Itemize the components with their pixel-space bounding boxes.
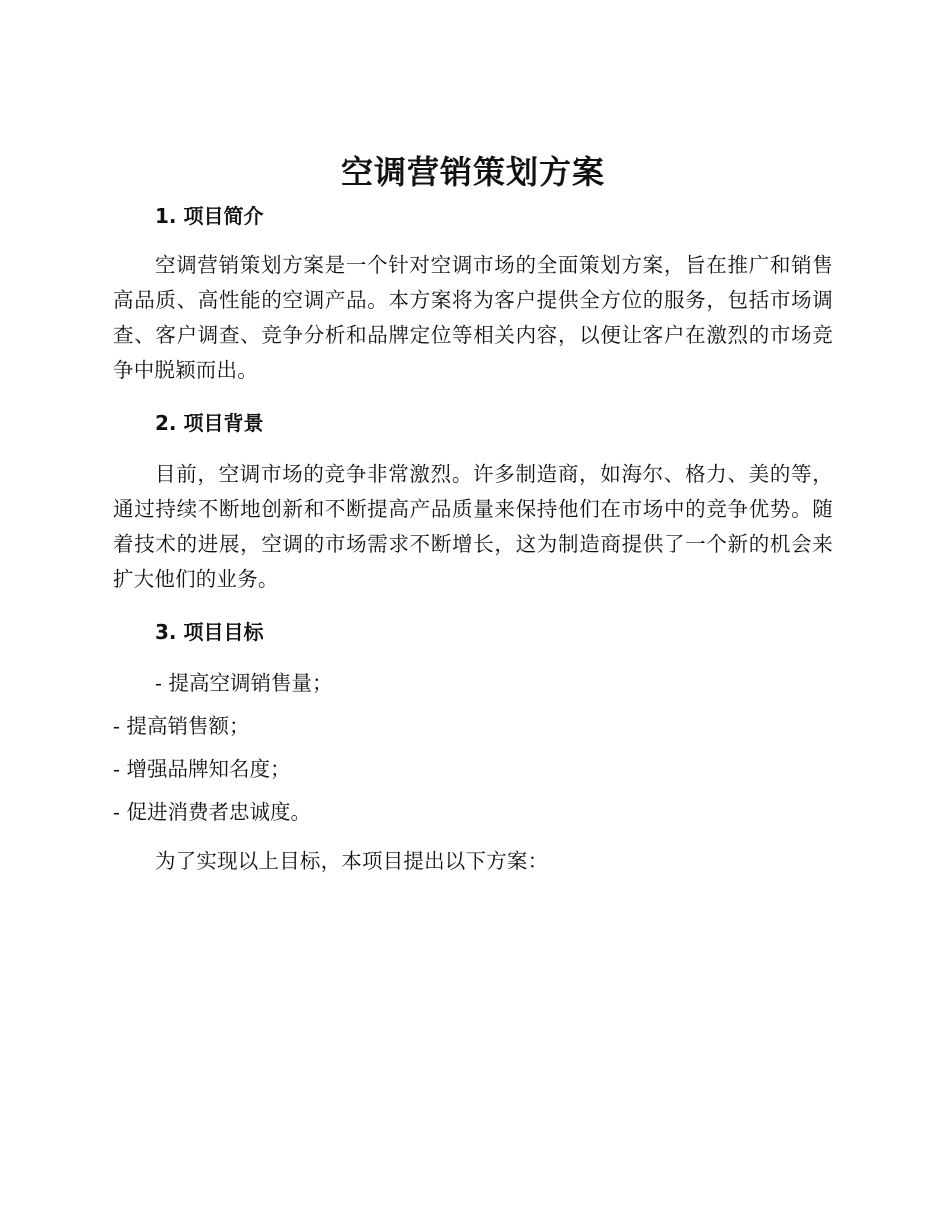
document-title: 空调营销策划方案 (340, 153, 605, 191)
section-heading-background: 2. 项目背景 (155, 411, 264, 435)
section-paragraph-intro: 空调营销策划方案是一个针对空调市场的全面策划方案，旨在推广和销售高品质、高性能的空调产品。本方案将为客户提供全方位的服务，包括市场调查、客户调查、竞争分析和品牌定位等相关内容，以便让客户在激烈的市场竞争中脱颖而出。 (113, 253, 833, 382)
closing-paragraph: 为了实现以上目标，本项目提出以下方案： (155, 849, 549, 873)
goals-list (113, 662, 833, 834)
goal-item: - 提高空调销售量； (155, 671, 333, 695)
goal-item: - 促进消费者忠诚度。 (113, 800, 311, 824)
section-paragraph-background: 目前，空调市场的竞争非常激烈。许多制造商，如海尔、格力、美的等，通过持续不断地创新和不断提高产品质量来保持他们在市场中的竞争优势。随着技术的进展，空调的市场需求不断增长，这为制造商提供了一个新的机会来扩大他们的业务。 (113, 462, 833, 591)
section-heading-goals: 3. 项目目标 (155, 620, 264, 644)
goal-item: - 提高销售额； (113, 714, 250, 738)
goal-item: - 增强品牌知名度； (113, 757, 291, 781)
section-heading-intro: 1. 项目简介 (155, 204, 264, 228)
document-body (113, 150, 833, 879)
